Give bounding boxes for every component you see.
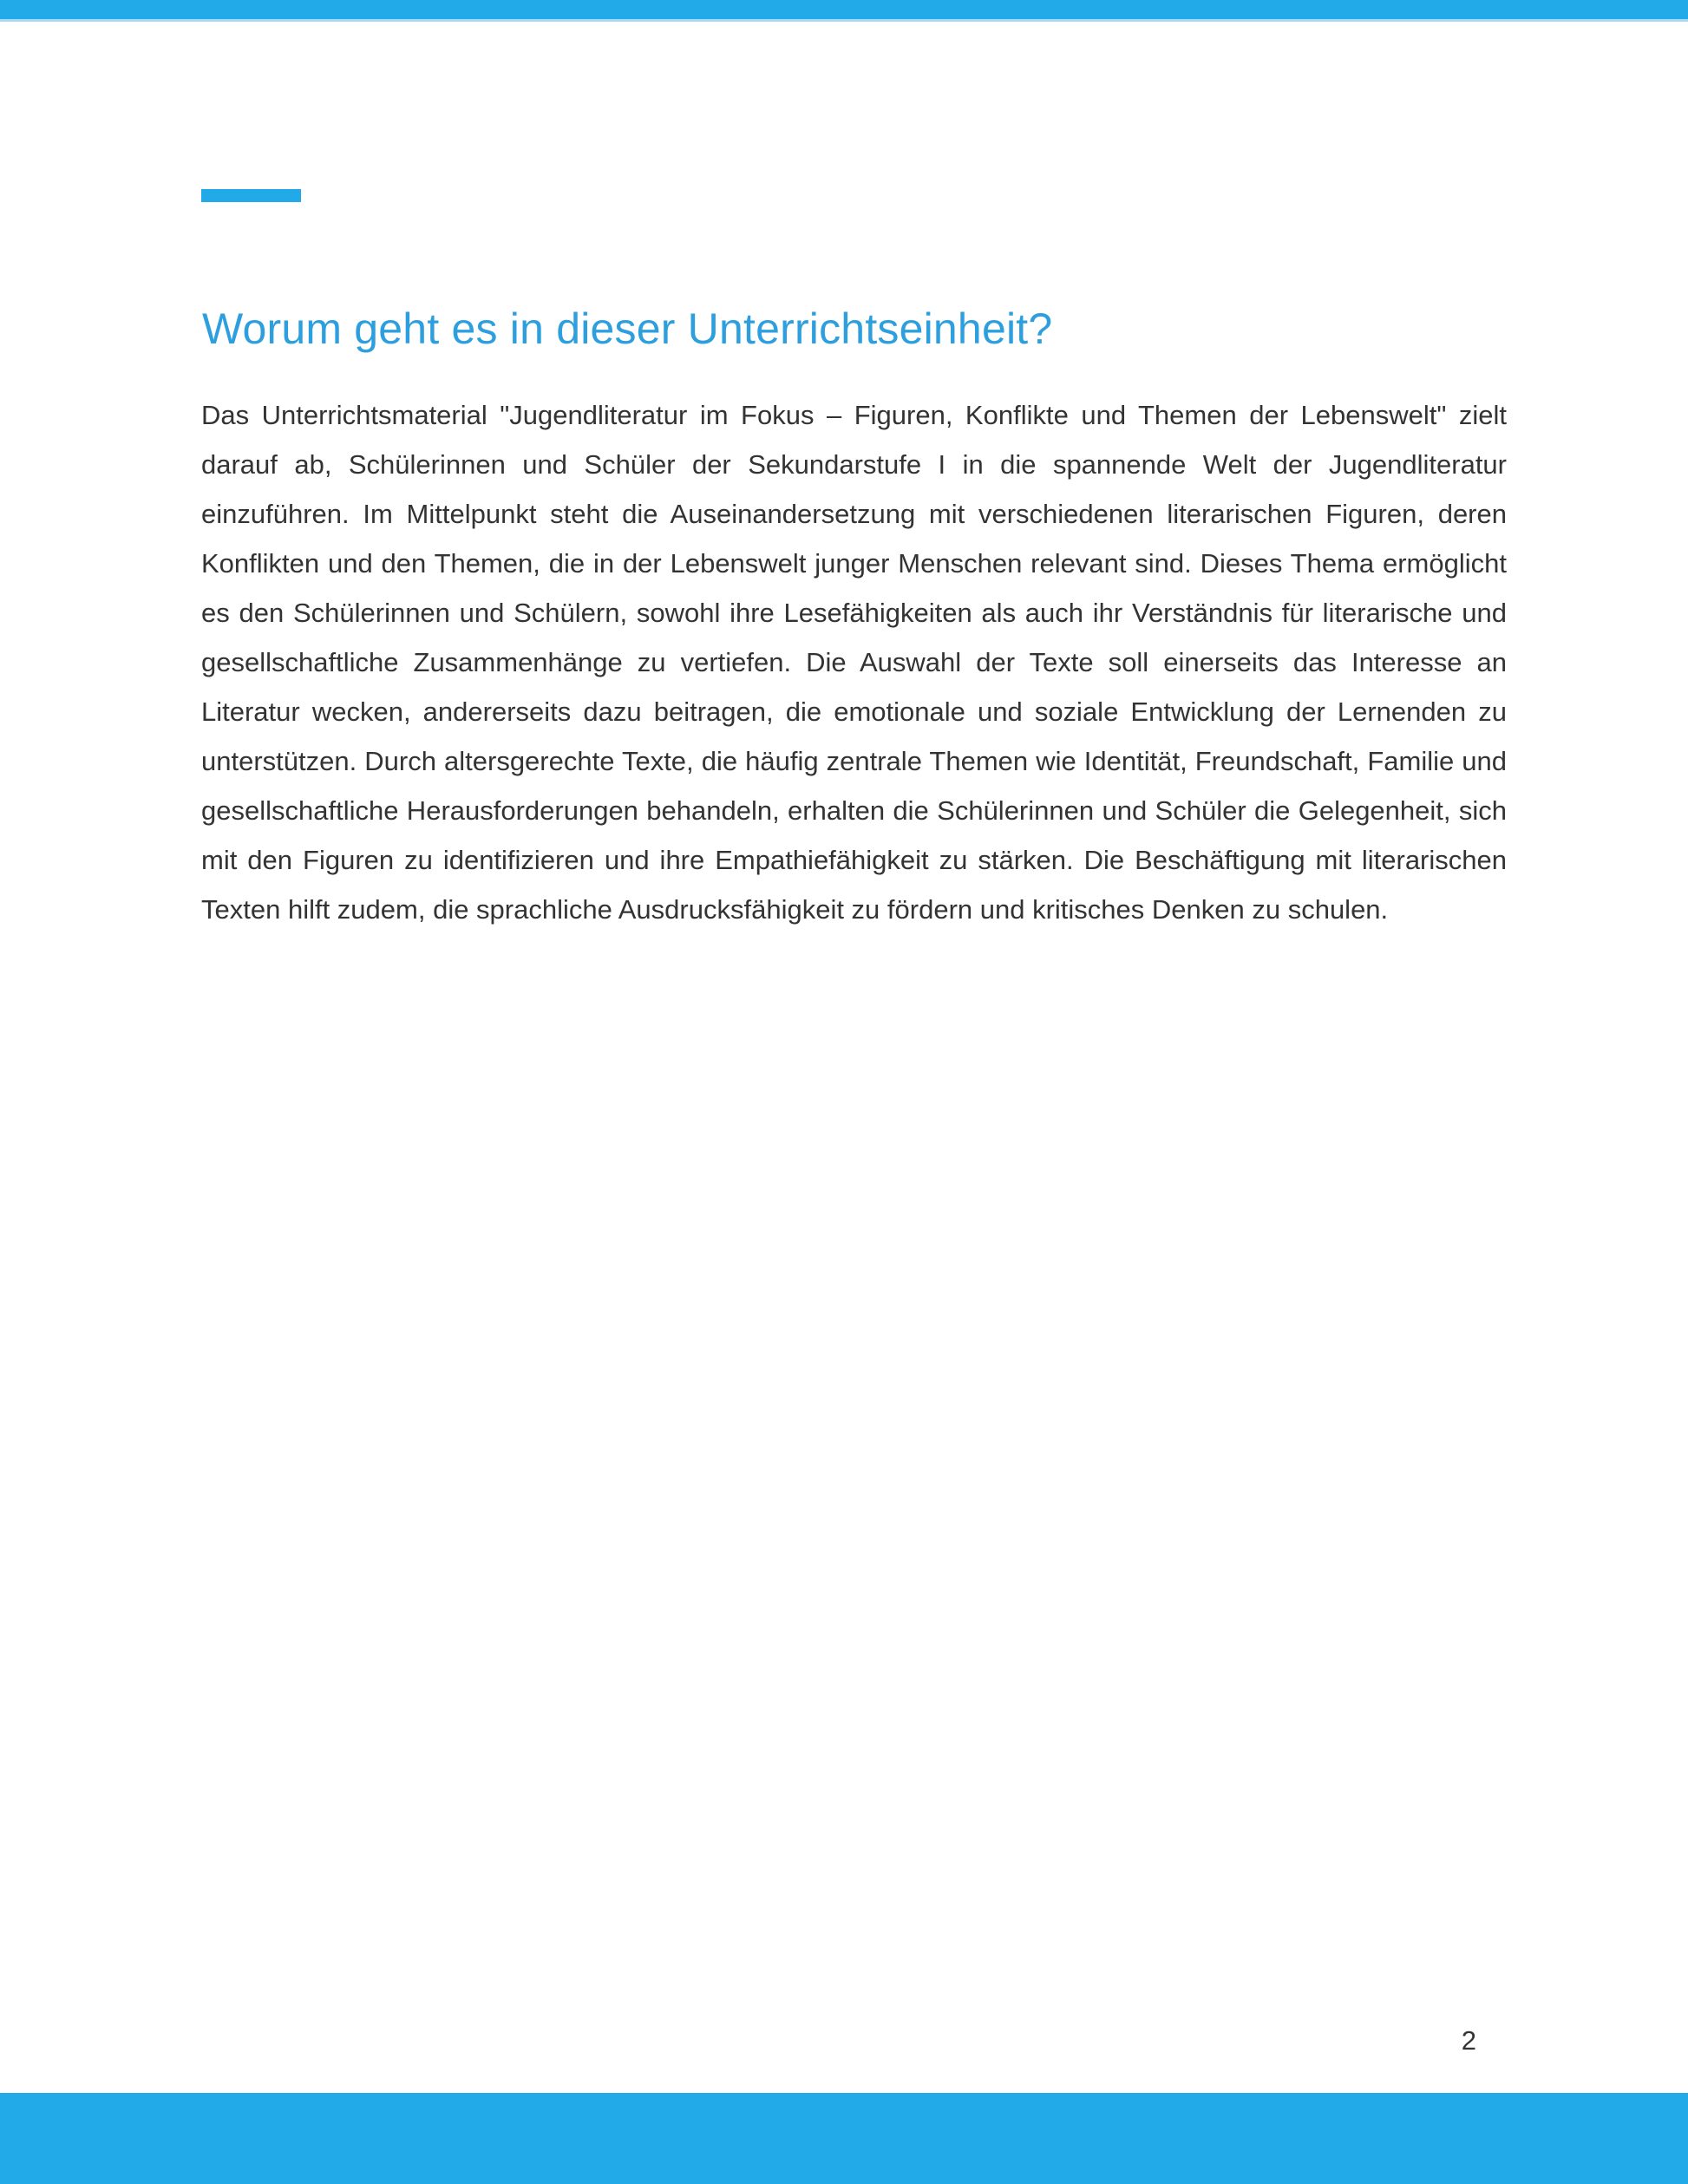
page-title: Worum geht es in dieser Unterrichtseinheit? xyxy=(202,304,1053,353)
heading-accent-dash xyxy=(201,189,301,202)
top-accent-bar xyxy=(0,0,1688,22)
page-number: 2 xyxy=(1461,2025,1476,2056)
bottom-accent-bar xyxy=(0,2093,1688,2184)
intro-paragraph: Das Unterrichtsmaterial "Jugendliteratur im Fokus – Figuren, Konflikte und Themen der Lebenswelt" zielt darauf ab, Schülerinnen und Schüler der Sekundarstufe I in die spannende Welt der Jugendliteratur einzuführen. Im Mittelpunkt steht die Auseinandersetzung mit verschiedenen literarischen Figuren, deren Konflikten und den Themen, die in der Lebenswelt junger Menschen relevant sind. Dieses Thema ermöglicht es den Schülerinnen und Schülern, sowohl ihre Lesefähigkeiten als auch ihr Verständnis für literarische und gesellschaftliche Zusammenhänge zu vertiefen. Die Auswahl der Texte soll einerseits das Interesse an Literatur wecken, andererseits dazu beitragen, die emotionale und soziale Entwicklung der Lernenden zu unterstützen. Durch altersgerechte Texte, die häufig zentrale Themen wie Identität, Freundschaft, Familie und gesellschaftliche Herausforderungen behandeln, erhalten die Schülerinnen und Schüler die Gelegenheit, sich mit den Figuren zu identifizieren und ihre Empathiefähigkeit zu stärken. Die Beschäftigung mit literarischen Texten hilft zudem, die sprachliche Ausdrucksfähigkeit zu fördern und kritisches Denken zu schulen. xyxy=(201,400,1507,925)
